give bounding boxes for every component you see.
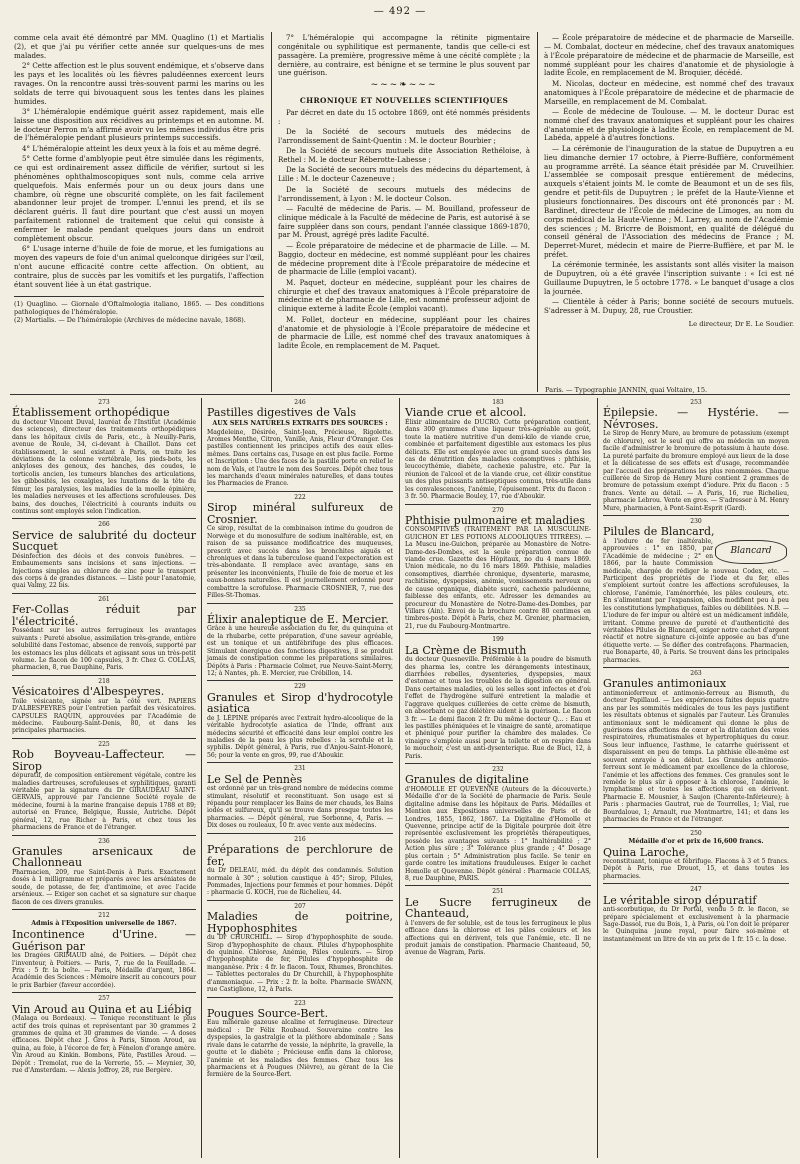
ad-number: 257 [98,995,110,1003]
ad-title: Vésicatoires d'Albespeyres. [12,685,165,699]
ad-number: 235 [294,605,306,613]
advertisement [603,829,789,885]
ad-title: Fer-Collas réduit par l'électricité. [12,603,196,628]
ad-number: 246 [294,399,306,406]
advertisement [207,902,393,998]
printer-line: Paris. — Typographie JANNIN, quai Voltaire, 15. [545,386,708,394]
ad-title: Préparations de perchlorure de fer, [207,842,393,868]
article-paragraph: 4° L'héméralopie atteint les deux yeux à la fois et au même degré. [22,143,261,153]
ad-subtitle: AUX SELS NATURELS EXTRAITS DES SOURCES : [212,419,388,427]
ad-title: Incontinence d'Urine. — Guérison par [12,928,196,953]
advertisement [405,635,591,764]
ad-text: à l'iodure de fer inaltérable, approuvées : 1° en 1850, par l'Académie de médecine ; 2° en 1866, par la haute Commission médicale, chargée de rédiger le nouveau Codex, etc. — Participent des propriétés de l'iode et du fer, elles s'emploient surtout contre les affections scrofuleuses, la chlorose, l'anémie, l'aménorrhée, les pâles couleurs, etc. En s'alimentant par l'expansion, elles modifient peu à peu les constitutions lymphatiques, faibles ou débilitées. N.B. — L'iodure de fer impur ou altéré est un médicament infidèle, irritant. Comme preuve de pureté et d'authenticité des véritables Pilules de Blancard, exiger notre cachet d'argent réactif et notre signature ci-jointe apposée au bas d'une étiquette verte. — Se défier des contrefaçons. Pharmacien, rue Bonaparte, 40, à Paris. Se trouvent dans les principales pharmacies. [603,537,789,664]
advertisement [207,398,393,492]
ad-text: Eau minérale gazeuse alcaline et ferrugineuse. Directeur médical : Dr Félix Roubaud. Souveraine contre les dyspepsies, la gastralgie et la pléthore abdominale ; Sans rivale dans le catarrhe de vessie, la néphrite, la gravelle, la goutte et le diabète ; Précieuse enfin dans la chlorose, l'anémie et les maladies des femmes. Chez tous les pharmaciens et à Pougues (Nièvre), au gérant de la Cie fermière de la Source-Bert. [207,1019,393,1079]
ad-text: du docteur Vincent Duval, lauréat de l'Institut (Académie des sciences), directeur des traitements orthopédiques dans les hôpitaux civils de Paris, etc., à Neuilly-Paris, avenue de Roule, 34, ci-devant à Chaillot. Dans cet établissement, le seul existant à Paris, on traite les déviations de la colonne vertébrale, les pieds-bots, les ankyloses des genoux, des hanches, des coudes, le torticolis ancien, les tumeurs blanches des articulations, les gibbosités, les coxalgies, les luxations de la tête du fémur, les paralysies, les maladies de la moelle épinière, les maladies nerveuses et les affections scrofuleuses. Des bains, des douches, l'électricité à courants induits ou continus sont employés selon l'indication. [12,418,196,515]
article-paragraph: De la Société de secours mutuels des médecins de l'arrondissement, à Lyon : M. le docteur Colson. [278,184,530,203]
ad-number: 230 [690,518,702,526]
article-paragraph: comme cela avait été démontré par MM. Quaglino (1) et Martialis (2), et que j'ai pu vérifier cette année sur quelques-uns de mes malades. [14,33,264,60]
ad-title: Viande crue et alcool. [405,406,527,420]
ad-title: Quina Laroche, [603,845,689,859]
advertisement [207,493,393,604]
advertisement [603,669,789,827]
ad-text: CONSOMPTIVES (TRAITEMENT PAR LA MUSCULINE-GUICHON ET LES POTIONS ALCOOLIQUES TITRÉES). — La Muscu ine-Guichon, préparée au Monastère de Notre-Dame-des-Dombes, est la seule préparation connue de viande crue. Gazette des Hôpitaux, no du 4 mars 1869. Union médicale, no du 16 mars 1869. Phthisie, maladies consomptives, diarrhée chronique, dysenterie, marasme, rachitisme, dyspepsies, anémie, vomissements nerveux ou de cause organique, diabète sucré, cachexie paludéenne, faiblesse des enfants, etc. Adresser les demandes au procureur du Monastère de Notre-Dame-des-Dombes, par Villars (Ain). Envoi de la brochure contre 80 centimes en timbres-poste. Dépôt à Paris, chez M. Grenier, pharmacien, 21, rue du Faubourg-Montmartre. [405,526,591,630]
ad-text: Possédant sur les autres ferrugineux les avantages suivants : Pureté absolue, assimilation très-grande, entière solubilité dans l'estomac, absence de renvois, supporté par les estomacs les plus délicats et agissant sous un très-petit volume. Le flacon de 100 capsules, 3 fr. Chez G. COLLAS, pharmacien, 8, rue Dauphine, Paris. [12,627,196,672]
ad-text: (Malaga ou Bordeaux). — Tonique reconstituant le plus actif des trois quinas et représentant par 30 grammes 2 grammes de quina et 30 grammes de viande. — A doses efficaces. Dépôt chez J. Gros à Paris, Simon Aroud, au quina, au foie, à l'écorce de fer, à Fénelon d'orange amère. Vin Aroud au Kinkin. Bombons, Pâte, Pastilles Aroud. — Dépôt : Tremolat, rue de la Verrerie, 55. — Meynier, 30, rue d'Amsterdam. — Alexis Joffroy, 28, rue Bergère. [12,1015,196,1075]
advertisement [12,837,196,911]
ornament-divider: ~~~❧~~~ [370,80,438,91]
article-paragraph: Par décret en date du 15 octobre 1869, ont été nommés présidents : [278,107,530,126]
advertisement [207,682,393,763]
article-paragraph: 5° Cette forme d'amblyopie peut être simulée dans les régiments, ce qui est ordinairement assez difficile de vérifier, surtout si les phénomènes ophthalmoscopiques sont nuls, comme cela arrive quelquefois. Mais enfermés pour un ou deux jours dans une chambre, où règne une obscurité complète, on les fait facilement abandonner leur projet de tromper. L'ennui les prend, et ils se déclarent guéris. Il faut dire pourtant que c'est aussi un moyen parfaitement rationnel de traitement que celui qui consiste à enfermer le malade pendant quelques jours dans un endroit complètement obscur. [14,154,264,243]
advertisement [12,595,196,676]
ad-subtitle: Médaille d'or et prix de 16,600 francs. [628,837,764,845]
article-paragraph: — École préparatoire de médecine et de pharmacie de Lille. — M. Baggio, docteur en médecine, est nommé suppléant pour les chaires de médecine proprement dite à l'École préparatoire de médecine et de pharmacie de Lille (emploi vacant). [278,240,530,277]
ad-title: Élixir analeptique de E. Mercier. [207,612,389,626]
article-paragraph: De la Société de secours mutuels des médecins de l'arrondissement de Saint-Quentin : M. le docteur Bourbier ; [278,127,530,145]
page-number: — 492 — [373,6,427,17]
ad-number: 225 [98,740,110,748]
ad-title: Pougues Source-Bert. [207,1006,329,1020]
advertisement [207,999,393,1082]
article-column-1 [14,34,264,324]
section-heading: CHRONIQUE ET NOUVELLES SCIENTIFIQUES [299,95,509,105]
ad-text: du Dr CHURCHILL. — Sirop d'hypophosphite de soude. Sirop d'hypophosphite de chaux. Pilules d'hypophosphite de quinine. Chlorose, Anémie, Pâles couleurs. — Sirop d'hypophosphite de fer, Pilules d'hypophosphite de manganèse. Prix : 4 fr. le flacon. Toux, Rhumes, Bronchites. — Tablettes pectorales du Dr Churchill, à l'hypophosphite d'ammoniaque. — Prix : 2 fr. la boîte. Pharmacie SWANN, rue Castiglione, 12, à Paris. [207,934,393,994]
ad-number: 251 [492,888,504,896]
ad-text: d'HOMOLLE ET QUEVENNE (Auteurs de la découverte.) Médaille d'or de la Société de pharmacie de Paris. Seule digitaline admise dans les hôpitaux de Paris. Médailles et Mention aux Expositions universelles de Paris et de Londres, 1855, 1862, 1867. La Digitaline d'Homolle et Quevenne, principe actif de la Digitale pourprée doit être représentée exclusivement les propriétés thérapeutiques, possède les avantages suivants : 1° Inaltérabilité ; 2° Action plus sûre ; 3° Tolérance plus grande ; 4° Dosage plus certain ; 5° Administration plus facile. Se tenir en garde contre les imitations frauduleuses. Exiger le cachet Homolle et Quevenne. Dépôt général : Pharmacie COLLAS, 8, rue Dauphine, PARIS. [405,785,591,882]
article-paragraph: 6° L'usage interne d'huile de foie de morue, et les fumigations au moyen des vapeurs de foie d'un animal quelconque dirigées sur l'œil, n'ont aucune efficacité contre cette affection. On obtient, au contraire, plus de succès par les vomitifs et les purgatifs, l'affection étant souvent liée à un état gastrique. [14,244,264,289]
advertisement [207,605,393,682]
ad-text: les Dragées GRIMAUD aîné, de Poitiers. — Dépôt chez l'inventeur, à Poitiers. — Paris, 7, rue de la Feuillade. — Prix : 5 fr. la boîte. — Paris, Médaille d'argent, 1864. Académie des Sciences : Mémoire inscrit au concours pour le prix Barbier (faveur accordée). [12,952,196,989]
ad-text: reconstituant, tonique et fébrifuge. Flacons à 3 et 5 francs. Dépôt à Paris, rue Drouot, 15, et dans toutes les pharmacies. [603,858,789,880]
ad-text: Désinfection des décès et des convois funèbres. — Embaumements sans incisions et sans injections. — Injections simples au chlorure de zinc pour le transport des corps à de grandes distances. — Liste pour l'anatomie, quai Valmy, 22 bis. [12,552,196,590]
article-paragraph: 3° L'héméralopie endémique guérit assez rapidement, mais elle laisse une disposition aux récidives au printemps et en automne. M. le docteur Perron m'a affirmé avoir vu les mêmes individus être pris de l'héméralopie pendant plusieurs printemps successifs. [14,106,264,143]
ad-text: antimonioferreux et antimonio-ferreux au Bismuth, du docteur Papillaud. — Les expériences faites depuis quatre ans par les sommités médicales de tous les pays justifient les résultats obtenus et signalés par l'auteur. Les Granules antimoniaux sont le médicament qui donne le plus de guérisons des affections de cœur et la dilatation des voies respiratoires, rhumatismales et hypertrophiques du cœur. Sous leur influence, l'asthme, le catarrhe guérissent et disparaissent en peu de temps. La phthisie elle-même est souvent enrayée à son début. Les Granules antimonio-ferreux sont le médicament par excellence de la chlorose, l'anémie et les affections des femmes. Ces granules sont le remède le plus sûr à opposer à la chlorose, l'anémie, le lymphatisme et toutes les affections qui en dérivent. Pharmacie E. Mousnier, à Saujon (Charente-Inférieure); à Paris : pharmacies Gautrat, rue de Tourrelles, 1; Vial, rue Bourdaloue, 1; Arnault, rue Montmartre, 141; et dans les pharmacies de France et de l'étranger. [603,689,789,824]
ad-number: 223 [294,999,306,1007]
article-paragraph: La cérémonie terminée, les assistants sont allés visiter la maison de Dupuytren, où a été gravée l'inscription suivante : « Ici est né Guillaume Dupuytren, le 5 octobre 1778. » Le banquet d'usage a clos la journée. [544,260,794,297]
ad-number: 183 [492,399,504,406]
advertisement [603,398,789,516]
ad-title: Établissement orthopédique [12,406,170,420]
ad-subtitle: Admis à l'Exposition universelle de 1867. [31,920,177,928]
article-paragraph: — École de médecine de Toulouse. — M. le docteur Durac est nommé chef des travaux anatomiques et suppléant pour les chaires d'anatomie et de physiologie à ladite École, en remplacement de M. Labéda, appelé à d'autres fonctions. [544,106,794,143]
column-rule [201,398,202,1158]
ad-title: Pastilles digestives de Vals [207,406,356,420]
signature-seal: Blancard [715,540,787,564]
ad-text: dépuratif, de composition entièrement végétale, contre les maladies dartreuses, scrofuleuses et syphilitiques, garanti véritable par la signature du Dr GIRAUDEAU SAINT-GERVAIS, approuvé par l'ancienne Société royale de médecine, fourni à la marine française depuis 1788 et 89; autorisé en France, Belgique, Russie, Autriche. Dépôt général, 12, rue Richer à Paris, et chez tous les pharmaciens de France et de l'étranger. [12,772,196,832]
article-column-3 [544,34,794,329]
ad-title: Le véritable sirop dépuratif [603,893,757,907]
advertisement [12,677,196,739]
ad-title: Le Sucre ferrugineux de Chanteaud, [405,895,591,921]
article-paragraph: De la Société de secours mutuels dite Association Rethéloise, à Rethel : M. le docteur Réberotte-Labesse ; [278,146,530,165]
ad-title: Vin Aroud au Quina et au Liébig [12,1002,192,1016]
ad-number: 218 [98,677,110,685]
ads-column-2 [207,398,393,1083]
ad-title: Épilepsie. — Hystérie. — Névroses. [603,406,789,431]
advertisement [12,520,196,594]
ad-title: La Crème de Bismuth [405,643,527,657]
ad-number: 231 [294,765,306,773]
ad-number: 222 [294,493,306,501]
advertisement [405,765,591,886]
ad-title: Granules antimoniaux [603,677,727,691]
ad-text: Magdeleine, Désirée, Saint-Jean, Précieuse, Rigolette. Aromes Menthe, Citron, Vanille, Anis, Fleur d'Oranger. Ces pastilles contiennent les principes actifs des eaux elles-mêmes. Dans certains cas, l'usage en est plus facile. Forme et Inscription : Une des faces de la pastille porte en relief le nom de Vals, et l'autre le nom des Sources. Dépôt chez tous les marchands d'eaux minérales naturelles, et dans toutes les Pharmacies de France. [207,428,393,488]
ad-text: Toile vésicante, signée sur la côté vert. PAPIERS D'ALBESPEYRES pour l'entretien parfait des vésicatoires. CAPSULES RAQUIN, approuvées par l'Académie de médecine. Faubourg-Saint-Denis, 80, et dans les principales pharmacies. [12,697,196,735]
ad-number: 247 [690,886,702,894]
ad-text: à l'envers de fer soluble, est de tous les ferrugineux le plus efficace dans la chlorose et les pâles couleurs et les affections qui en dérivent, tels que l'anémie, etc. Il ne produit jamais de constipation. Pharmacie Chanteaud, 50, avenue de Wagram, Paris. [405,919,591,957]
ads-column-3 [405,398,591,961]
advertisement [207,764,393,833]
advertisement [405,506,591,635]
ad-number: 236 [98,837,110,845]
column-rule [399,398,400,1158]
footnotes [14,296,264,324]
advertisement [12,911,196,993]
article-column-2 [278,34,530,353]
advertisement [12,740,196,836]
advertisement [12,398,196,519]
ad-number: 229 [294,683,306,691]
section-rule [10,394,790,395]
advertisement [603,885,789,946]
article-paragraph: De la Société de secours mutuels des médecins du département, à Lille : M. le docteur Cazeneuve ; [278,165,530,184]
ads-column-4 [603,398,789,947]
signature: Le directeur, Dr E. Le Soudier. [688,320,794,329]
ad-title: Service de salubrité du docteur Sucquet [12,528,196,554]
ad-title: Pilules de Blancard, [603,525,715,539]
column-rule [537,32,538,392]
ad-number: 273 [98,399,110,406]
ad-number: 199 [492,636,504,644]
ad-title: Le Sel de Pennès [207,772,303,786]
article-paragraph: M. Follet, docteur en médecine, suppléant pour les chaires d'anatomie et de physiologie à l'École préparatoire de médecine et de pharmacie de Lille, est nommé chef des travaux anatomiques à ladite École, en remplacement de M. Paquet. [278,314,530,351]
article-paragraph: M. Paquet, docteur en médecine, suppléant pour les chaires de chirurgie et chef des travaux anatomiques à l'École préparatoire de médecine et de pharmacie de Lille, est nommé professeur adjoint de clinique externe à ladite École (emploi vacant). [278,277,530,314]
article-paragraph: — École préparatoire de médecine et de pharmacie de Marseille. — M. Combalat, docteur en médecine, chef des travaux anatomiques à l'École préparatoire de médecine et de pharmacie de Marseille, est nommé suppléant pour les chaires d'anatomie et de physiologie à ladite École, en remplacement de M. Broquier, décédé. [544,33,794,78]
article-paragraph: M. Nicolas, docteur en médecine, est nommé chef des travaux anatomiques à l'École préparatoire de médecine et de pharmacie de Marseille, en remplacement de M. Combalat. [544,78,794,106]
ad-text: du Dr DELEAU, méd. du dépôt des condamnés. Solution normale à 30° ; solution caustique à 45°; Sirop, Pilules, Pommades, Injections pour femmes et pour hommes. Dépôt : pharmacie G. KOCH, rue de Richelieu, 44. [207,867,393,897]
ad-text: du docteur Quesneville. Préférable à la poudre de bismuth des pharma les, contre les dérangements intestinaux, diarrhées rebelles, dysenteries, dyspepsies, maux d'estomac et tous les troubles de la digestion en général. Dans certaines maladies, où les selles sont infectes et d'où l'effet de l'hydrogène sulfuré entretient la maladie et l'aggrave quelques cuillerées de cette crème de bismuth, en absorbant ce gaz délétère aident à la guérison. Le flacon 3 fr. — Le demi flacon 2 fr. Du même docteur Q... : Eau et les pastilles phéniquées et le vinaigre de santé, aromatique et phéniqué pour purifier la chambre des malades. Ce vinaigre s'emploie aussi pour la toilette et on respire dans le mouchoir, c'est un anti-dysenterique. Rue de Buci, 12, à Paris. [405,656,591,760]
ad-title: Granules arsenicaux de Challonneau [12,844,196,870]
ad-number: 232 [492,766,504,774]
ad-text: anti-scorbutique, du Dr Portal, vendu 5 fr. le flacon, se prépare spécialement et exclusivement à la pharmacie Sage-Dassol, rue du Bois, 1, à Paris, où l'on doit le préparer le Quinquina jaune royal, pour faire soi-même et instantanément un litre de vin au prix de 1 fr. 15 c. la dose. [603,906,789,943]
ad-number: 250 [690,829,702,837]
ad-text: Pharmacien, 209, rue Saint-Denis à Paris. Exactement dosés à 1 milligramme et préparés avec les arséniates de soude, de potasse, de fer, d'antimoine, et avec l'acide arsénieux. — Exiger son cachet et sa signature sur chaque flacon de ces divers granules. [12,868,196,906]
ad-text: Ce sirop, résultat de la combinaison intime du goudron de Norwège et du monosulfure de sodium inaltérable, est, en raison de sa puissance modificatrice des muqueuses, prescrit avec succès dans les bronchites aiguës et chroniques et dans la tuberculose quand l'expectoration est très-abondante. Il remplace avec avantage, sans en présenter les inconvénients, l'huile de foie de morue et les eaux-bonnes naturelles. Il est journellement ordonné pour combattre la scrofulose. Pharmacie CROSNIER, 7, rue des Filles-St-Thomas. [207,525,393,600]
advertisement [603,517,789,668]
ad-text: Grâce à une heureuse association du fer, du quinquina et de la rhubarbe, cette préparation, d'une saveur agréable, est un tonique et un antifébrifuge des plus efficaces. Stimulant énergique des fonctions digestives, il se produit jamais de constipation comme les préparations similaires. Dépôts à Paris : Pharmacie Colmet, rue Neuve-Saint-Merry, 12; à Nantes, ph. E. Mercier, rue Crébillon, 14. [207,625,393,677]
article-paragraph: — Faculté de médecine de Paris. — M. Bouilland, professeur de clinique médicale à la Faculté de médecine de Paris, est autorisé à se faire suppléer dans son cours, pendant l'année classique 1869-1870, par M. Proust, agrégé près ladite Faculté. [278,203,530,240]
ad-title: Maladies de poitrine, Hypophosphites [207,910,393,935]
ad-number: 261 [98,595,110,603]
ad-number: 270 [492,506,504,514]
ad-title: Granules de digitaline [405,773,529,787]
ad-text: Le Sirop de Henry Mure, au bromure de potassium (exempt de chlorure), est le seul qui offre au médecin un moyen facile d'administrer le bromure de potassium à haute dose. La pureté parfaite du bromure employé aux lieux de la dose et la délicatesse de ses effets est d'usage, recommandée par l'accueil des préparations les plus renommées. Chaque cuillerée de Sirop de Henry Mure contient 2 grammes de bromure de potassium exempt d'iodure. Prix du flacon : 5 francs. Vente au détail. — A Paris, 16, rue Richelieu, pharmacie Lebrou. Vente en gros. — S'adresser à M. Henry Mure, pharmacien, à Pont-Saint-Esprit (Gard). [603,430,789,512]
article-paragraph: 2° Cette affection est le plus souvent endémique, et s'observe dans les pays et les localités où les fièvres paludéennes exercent leurs ravages. On la rencontre aussi très-souvent parmi les marins ou les soldats de terre qui bivouaquent sous les tentes dans les plaines humides. [14,61,264,106]
article-paragraph: — Clientèle à céder à Paris; bonne société de secours mutuels. S'adresser à M. Dupuy, 28, rue Croustier. [544,297,794,316]
column-rule [597,398,598,1158]
ad-title: Granules et Sirop d'hydrocotyle asiatica [207,690,393,716]
advertisement [207,835,393,901]
ad-number: 253 [690,399,702,406]
ad-text: est ordonné par un très-grand nombre de médecins comme stimulant, résolutif et reconstituant. Son usage est si répandu pour remplacer les Bains de mer chauds, les Bains iodés et sulfureux, qu'il se trouve dans presque toutes les pharmacies. — Dépôt général, rue Sorbonne, 4, Paris. — Dix doses ou rouleaux, 10 fr. avec vente aux médecins. [207,785,393,830]
ad-title: Rob Boyveau-Laffecteur. — Sirop [12,748,196,773]
ad-number: 216 [294,835,306,843]
article-paragraph: 7° L'héméralopie qui accompagne la rétinite pigmentaire congénitale ou syphilitique est permanente, tandis que celle-ci est passagère. La première, progressive même à une cécité complète ; la dernière, au contraire, est bénigne et se termine le plus souvent par une guérison. [278,33,530,78]
ad-text: Élixir alimentaire de DUCRO. Cette préparation contient, dans 300 grammes d'une liqueur très-agréable au goût, toute la matière nutritive d'un demi-kilo de viande crue, combinée et parfaitement digestible aux estomacs les plus délicats. Elle est employée avec un grand succès dans les cas de dénutrition des maladies consomptives : phthisie, leucocythémie, diabète, cachexie palustre, etc. Par la réunion de l'alcool et de la viande crue, cet élixir constitue un des plus puissants antiseptiques connus, très-utile dans les convalescences, l'anémie, l'épuisement. Prix du flacon : 3 fr. 50. Pharmacie Bouley, 17, rue d'Aboukir. [405,418,591,501]
footnote: (2) Martialis. — De l'héméralopie (Archives de médecine navale, 1868). [14,315,246,324]
ad-title: Sirop minéral sulfureux de Crosnier. [207,501,393,526]
footnote: (1) Quaglino. — Giornale d'Oftalmologia italiano, 1865. — Des conditions pathologiques de l'héméralopie. [14,299,264,316]
column-rule [271,32,272,392]
ad-number: 207 [294,902,306,910]
ad-number: 266 [98,521,110,529]
advertisement [12,994,196,1077]
ad-number: 212 [98,912,110,920]
article-paragraph: — La cérémonie de l'inauguration de la statue de Dupuytren a eu lieu dimanche dernier 17 octobre, à Pierre-Buffière, conformément au programme arrêté. La séance était présidée par M. Cruveilhier. L'assemblée se composait presque entièrement de médecins, auxquels s'étaient joints M. le comte de Beaumont et un de ses fils, gendre et petit-fils de Dupuytren ; le préfet de la Haute-Vienne et plusieurs fonctionnaires. Des discours ont été prononcés par : M. Bardinet, directeur de l'École de médecine de Limoges, au nom du corps médical de la Haute-Vienne ; M. Larrey, au nom de l'Académie des sciences ; M. Bricrre de Boismont, en qualité de délégué du conseil général de l'Association des médecins de France ; M. Deperret-Muret, médecin et maire de Pierre-Buffière, et par M. le préfet. [544,143,794,260]
advertisement [405,887,591,960]
advertisement [405,398,591,505]
ad-title: Phthisie pulmonaire et maladies [405,513,586,527]
ad-number: 263 [690,670,702,678]
ad-text: de J. LÉPINE préparés avec l'extrait hydro-alcoolique de la véritable hydrocotyle asiatica de l'Inde, offrant aux médecins sécurité et efficacité dans leur emploi contre les maladies de la peau les plus rebelles : la scrofule et la syphilis. Dépôt général, à Paris, rue d'Anjou-Saint-Honoré, 56; pour la vente en gros, 99, rue d'Aboukir. [207,714,393,759]
ads-column-1 [12,398,196,1078]
